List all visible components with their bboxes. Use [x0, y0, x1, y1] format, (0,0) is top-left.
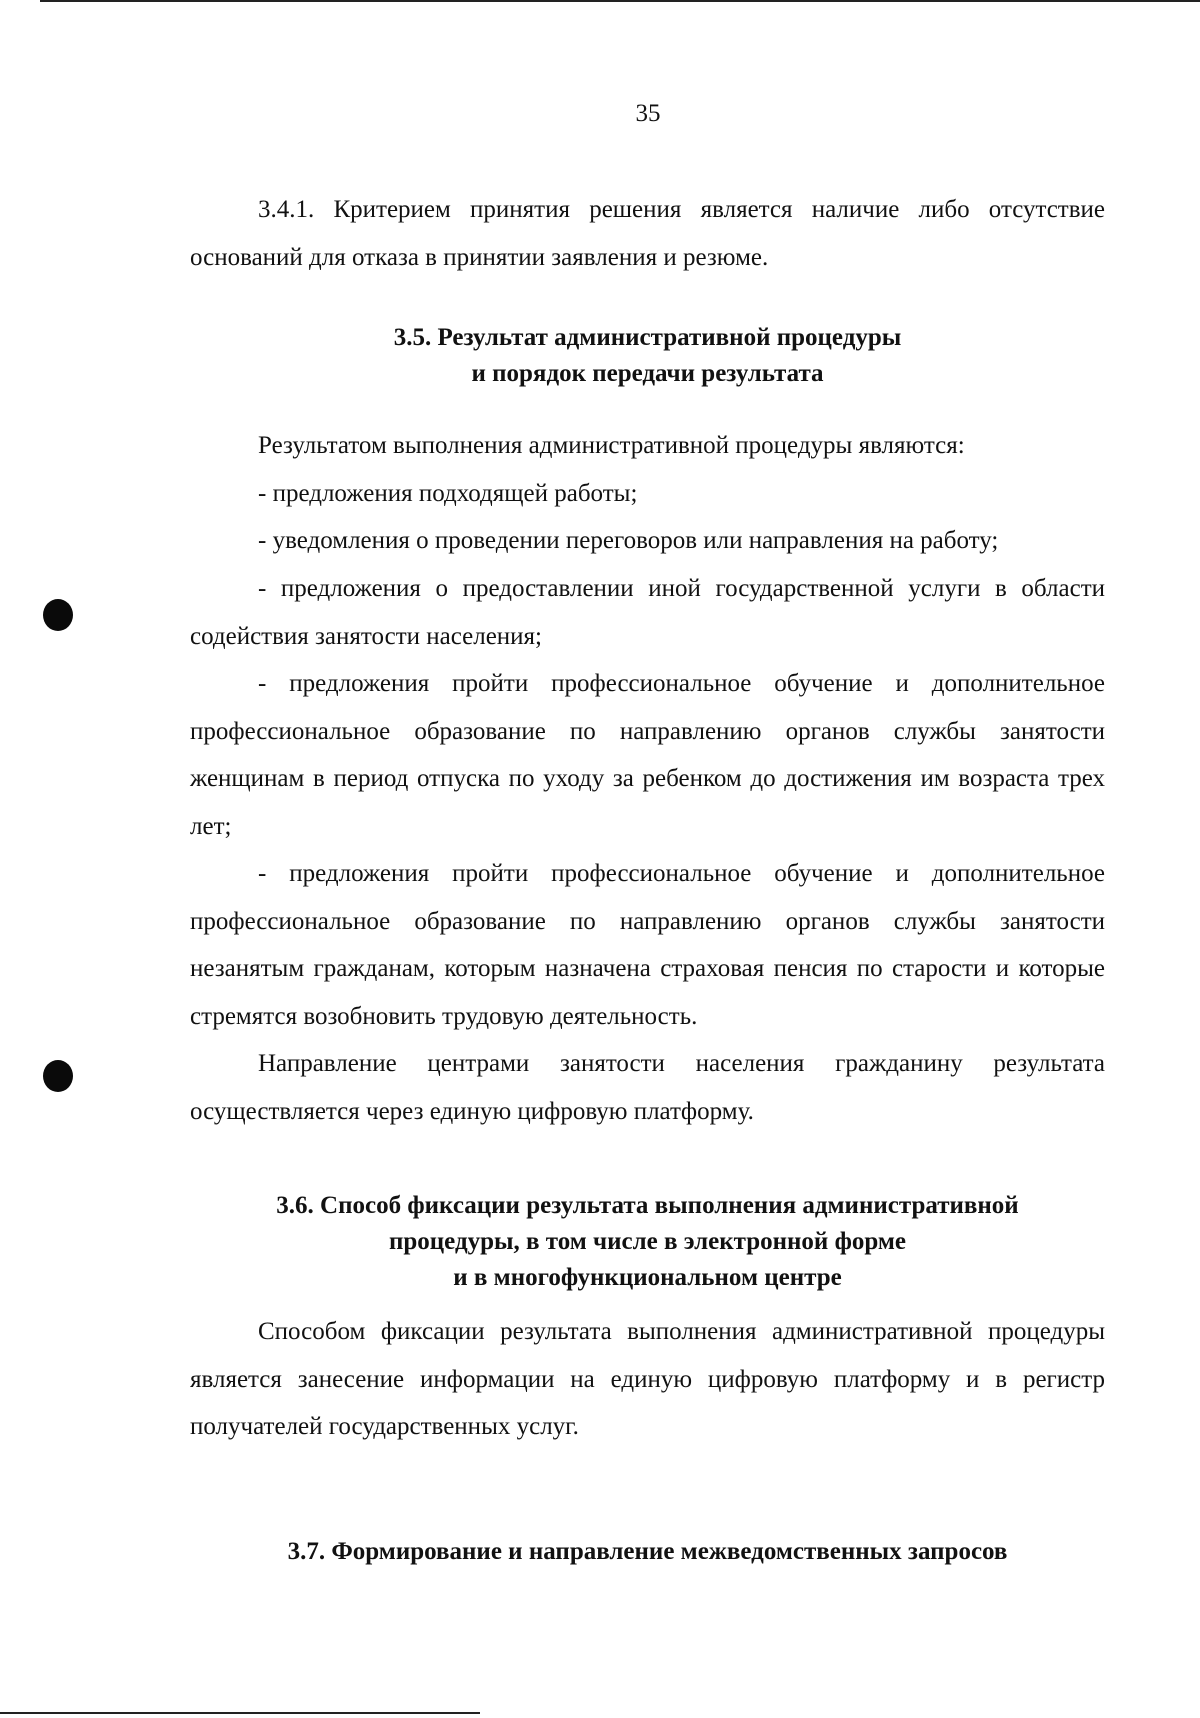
heading-line: и в многофункциональном центре [453, 1264, 842, 1291]
heading-line: 3.5. Результат административной процедуры [393, 324, 902, 351]
list-item: - предложения пройти профессиональное обучение и дополнительное профессиональное образование по направлению органов службы занятости женщинам в период отпуска по уходу за ребенком до достижения им возраста трех лет; [190, 670, 1105, 840]
heading-line: процедуры, в том числе в электронной форме [388, 1228, 907, 1255]
section-heading-3-7 [190, 1534, 1105, 1570]
section-heading-3-5 [190, 320, 1105, 392]
list-item: - уведомления о проведении переговоров или направления на работу; [258, 527, 999, 554]
heading-line: 3.6. Способ фиксации результата выполнения административной [276, 1192, 1019, 1219]
list-item: - предложения подходящей работы; [258, 480, 638, 507]
heading-line: и порядок передачи результата [471, 360, 824, 387]
section-heading-3-6 [190, 1188, 1105, 1296]
list-item: - предложения пройти профессиональное обучение и дополнительное профессиональное образование по направлению органов службы занятости незанятым гражданам, которым назначена страховая пенсия по старости и которые стремятся возобновить трудовую деятельность. [190, 860, 1105, 1030]
punch-hole [43, 1060, 73, 1092]
page-number: 35 [635, 100, 661, 127]
paragraph-fixation: Способом фиксации результата выполнения административной процедуры является занесение информации на единую цифровую платформу и в регистр получателей государственных услуг. [190, 1318, 1105, 1440]
list-item: - предложения о предоставлении иной государственной услуги в области содействия занятости населения; [190, 575, 1105, 650]
paragraph-result-intro: Результатом выполнения административной процедуры являются: [258, 432, 965, 459]
scan-edge-bottom [0, 1712, 480, 1714]
scan-edge-top [40, 0, 1200, 2]
punch-hole [43, 599, 73, 631]
paragraph-direction: Направление центрами занятости населения гражданину результата осуществляется через единую цифровую платформу. [190, 1050, 1105, 1125]
paragraph-3-4-1: 3.4.1. Критерием принятия решения является наличие либо отсутствие оснований для отказа в принятии заявления и резюме. [190, 196, 1105, 271]
heading-line: 3.7. Формирование и направление межведомственных запросов [287, 1538, 1008, 1565]
